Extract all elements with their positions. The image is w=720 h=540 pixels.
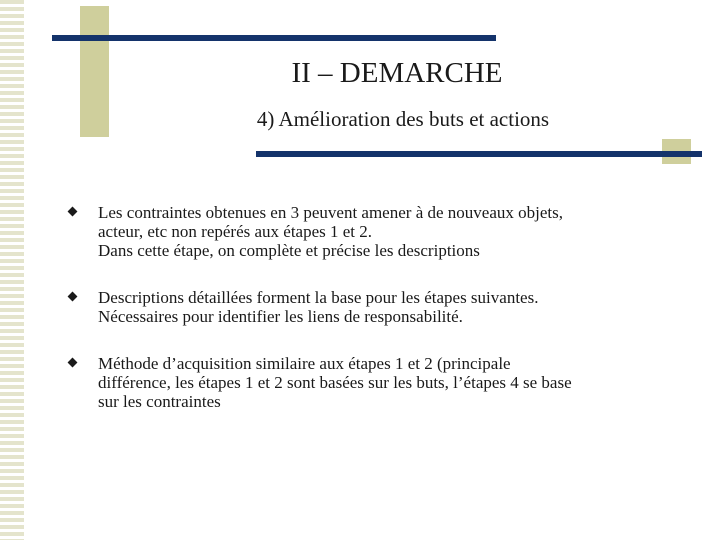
bullet-list xyxy=(64,203,704,411)
bullet-line: Dans cette étape, on complète et précise les descriptions xyxy=(98,241,480,260)
bullet-line: différence, les étapes 1 et 2 sont basées sur les buts, l’étapes 4 se base xyxy=(98,373,572,392)
bullet-item xyxy=(64,354,704,411)
slide-subtitle: 4) Amélioration des buts et actions xyxy=(256,107,550,131)
bullet-line: acteur, etc non repérés aux étapes 1 et 2. xyxy=(98,222,373,241)
top-navy-bar-decoration xyxy=(52,35,496,41)
diamond-bullet-icon xyxy=(68,292,78,302)
bottom-navy-bar-decoration xyxy=(256,151,702,157)
bullet-item xyxy=(64,203,704,260)
bullet-item xyxy=(64,288,704,326)
slide-title: II – DEMARCHE xyxy=(291,57,503,89)
diamond-bullet-icon xyxy=(68,358,78,368)
bullet-line: Les contraintes obtenues en 3 peuvent amener à de nouveaux objets, xyxy=(98,203,563,222)
bullet-line: Nécessaires pour identifier les liens de responsabilité. xyxy=(98,307,463,326)
diamond-bullet-icon xyxy=(68,207,78,217)
bullet-line: Descriptions détaillées forment la base pour les étapes suivantes. xyxy=(98,288,539,307)
bullet-line: sur les contraintes xyxy=(98,392,221,411)
bullet-line: Méthode d’acquisition similaire aux étapes 1 et 2 (principale xyxy=(98,354,511,373)
